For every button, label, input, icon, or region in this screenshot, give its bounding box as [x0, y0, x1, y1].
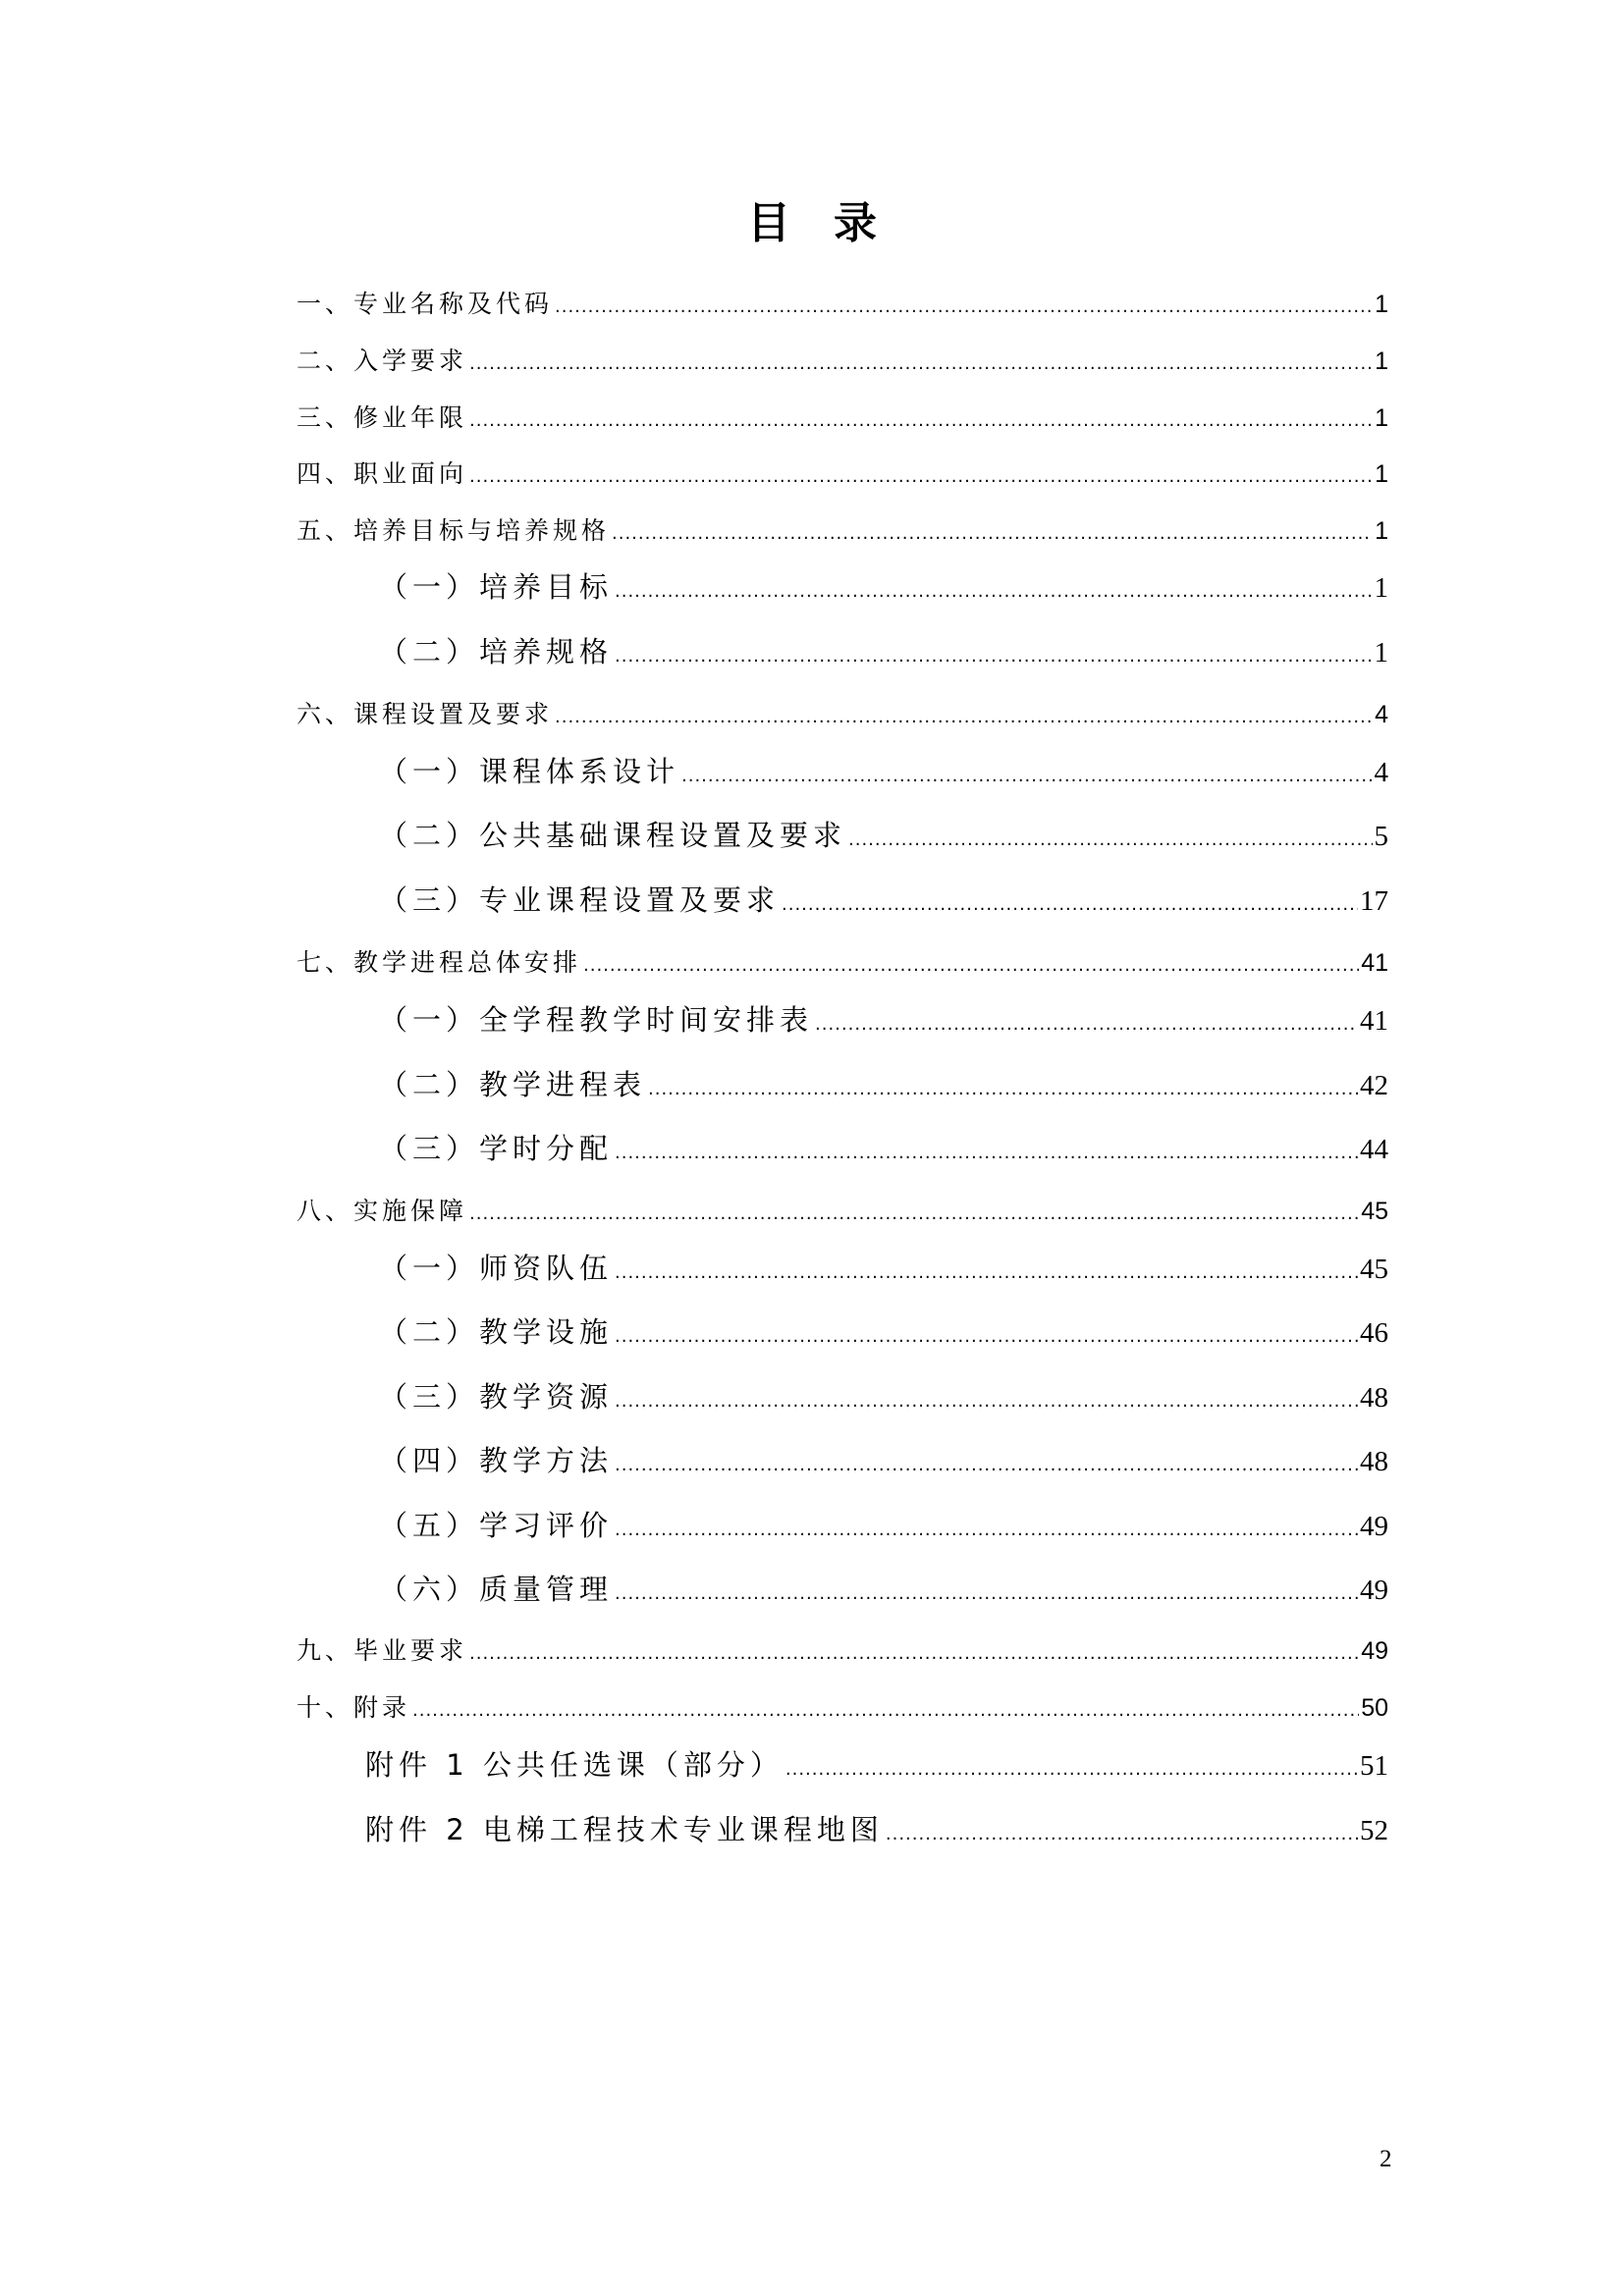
- toc-entry-page: 1: [1375, 404, 1388, 432]
- toc-leader: [848, 819, 1372, 852]
- toc-leader: [615, 1315, 1358, 1349]
- toc-entry-label: 九、毕业要求: [297, 1636, 468, 1665]
- toc-entry[interactable]: [379, 814, 1388, 854]
- toc-leader: [681, 755, 1372, 788]
- toc-entry[interactable]: [297, 285, 1388, 320]
- toc-entry-label: （一）全学程教学时间安排表: [379, 1003, 814, 1037]
- toc-entry-page: 4: [1375, 701, 1388, 728]
- toc-entry[interactable]: [379, 1127, 1388, 1167]
- toc-leader: [615, 1252, 1358, 1285]
- toc-entry-page: 50: [1361, 1694, 1388, 1722]
- toc-entry-label: （五）学习评价: [379, 1509, 614, 1542]
- toc-leader: [615, 1380, 1358, 1414]
- toc-entry-page: 1: [1375, 291, 1388, 318]
- toc-entry-page: 42: [1360, 1070, 1388, 1101]
- toc-leader: [555, 290, 1373, 318]
- toc-entry-page: 49: [1360, 1511, 1388, 1542]
- toc-entry[interactable]: [379, 1310, 1388, 1351]
- toc-entry-label: 七、教学进程总体安排: [297, 948, 582, 977]
- toc-entry[interactable]: [379, 998, 1388, 1039]
- toc-leader: [615, 1444, 1358, 1477]
- toc-entry[interactable]: [379, 630, 1388, 670]
- toc-entry-label: （四）教学方法: [379, 1444, 614, 1477]
- toc-leader: [782, 883, 1358, 917]
- toc-entry-label: （一）培养目标: [379, 570, 614, 604]
- toc-leader: [615, 1573, 1358, 1606]
- toc-leader: [615, 1132, 1358, 1165]
- toc-entry[interactable]: [297, 943, 1388, 979]
- toc-entry[interactable]: [297, 454, 1388, 490]
- toc-entry-page: 5: [1374, 821, 1388, 852]
- toc-entry[interactable]: [379, 1504, 1388, 1544]
- toc-entry-page: 1: [1374, 637, 1388, 668]
- toc-entry[interactable]: [379, 565, 1388, 606]
- toc-entry-page: 1: [1375, 517, 1388, 545]
- toc-entry-label: （二）教学进程表: [379, 1068, 647, 1101]
- toc-leader: [615, 1509, 1358, 1542]
- toc-entry-label: （六）质量管理: [379, 1573, 614, 1606]
- toc-entry-page: 51: [1360, 1750, 1388, 1782]
- toc-entry-page: 52: [1360, 1815, 1388, 1846]
- toc-entry-label: 五、培养目标与培养规格: [297, 516, 611, 545]
- toc-leader: [469, 1197, 1359, 1225]
- toc-entry-page: 41: [1361, 949, 1388, 977]
- toc-leader: [648, 1068, 1358, 1101]
- toc-entry[interactable]: [379, 1375, 1388, 1415]
- page-number: 2: [1380, 2146, 1392, 2172]
- toc-leader: [412, 1693, 1359, 1722]
- toc-entry[interactable]: [379, 750, 1388, 790]
- toc-entry-label: （一）课程体系设计: [379, 755, 680, 788]
- page-title: 目录: [747, 198, 920, 248]
- toc-entry-label: 二、入学要求: [297, 347, 468, 375]
- toc-entry-page: 41: [1360, 1005, 1388, 1037]
- toc-entry[interactable]: [365, 1808, 1388, 1848]
- toc-leader: [615, 570, 1372, 604]
- toc-entry-label: 八、实施保障: [297, 1197, 468, 1225]
- toc-entry-page: 1: [1374, 572, 1388, 604]
- toc-leader: [612, 516, 1373, 545]
- toc-leader: [583, 948, 1359, 977]
- toc-leader: [555, 700, 1373, 728]
- toc-entry[interactable]: [297, 1688, 1388, 1724]
- toc-entry-label: （三）专业课程设置及要求: [379, 883, 781, 917]
- toc-entry-label: 附件 1 公共任选课（部分）: [365, 1748, 784, 1782]
- toc-entry[interactable]: [297, 399, 1388, 434]
- toc-entry-page: 17: [1360, 885, 1388, 917]
- toc-leader: [469, 1636, 1359, 1665]
- toc-entry-label: （三）学时分配: [379, 1132, 614, 1165]
- toc-leader: [469, 459, 1373, 488]
- toc-entry[interactable]: [379, 879, 1388, 919]
- toc-entry-page: 48: [1360, 1446, 1388, 1477]
- toc-leader: [815, 1003, 1358, 1037]
- toc-entry-page: 49: [1361, 1637, 1388, 1665]
- toc-entry[interactable]: [365, 1743, 1388, 1784]
- toc-entry-label: （二）教学设施: [379, 1315, 614, 1349]
- toc-entry[interactable]: [379, 1247, 1388, 1287]
- toc-leader: [785, 1748, 1358, 1782]
- toc-entry[interactable]: [297, 1631, 1388, 1667]
- toc-entry[interactable]: [379, 1063, 1388, 1103]
- toc-entry-label: 一、专业名称及代码: [297, 290, 554, 318]
- toc-entry-label: 四、职业面向: [297, 459, 468, 488]
- toc-entry[interactable]: [297, 695, 1388, 730]
- toc-entry-label: 六、课程设置及要求: [297, 700, 554, 728]
- toc-leader: [615, 635, 1372, 668]
- toc-entry[interactable]: [297, 1192, 1388, 1227]
- toc-entry[interactable]: [379, 1439, 1388, 1479]
- toc-entry-label: 三、修业年限: [297, 403, 468, 432]
- toc-entry[interactable]: [379, 1568, 1388, 1608]
- toc-leader: [469, 347, 1373, 375]
- toc-entry-label: 十、附录: [297, 1693, 411, 1722]
- toc-entry-page: 49: [1360, 1575, 1388, 1606]
- toc-leader: [469, 403, 1373, 432]
- toc-entry[interactable]: [297, 511, 1388, 547]
- toc-entry-page: 1: [1375, 460, 1388, 488]
- toc-leader: [886, 1813, 1358, 1846]
- toc-entry-page: 45: [1361, 1198, 1388, 1225]
- toc-entry-label: （三）教学资源: [379, 1380, 614, 1414]
- toc-entry-page: 44: [1360, 1134, 1388, 1165]
- toc-entry-page: 46: [1360, 1317, 1388, 1349]
- toc-entry-label: （二）公共基础课程设置及要求: [379, 819, 847, 852]
- toc-entry-page: 48: [1360, 1382, 1388, 1414]
- toc-entry-label: （一）师资队伍: [379, 1252, 614, 1285]
- toc-entry[interactable]: [297, 342, 1388, 377]
- toc-entry-label: （二）培养规格: [379, 635, 614, 668]
- toc-entry-page: 45: [1360, 1254, 1388, 1285]
- toc-entry-page: 4: [1374, 757, 1388, 788]
- toc-entry-label: 附件 2 电梯工程技术专业课程地图: [365, 1813, 884, 1846]
- toc-entry-page: 1: [1375, 347, 1388, 375]
